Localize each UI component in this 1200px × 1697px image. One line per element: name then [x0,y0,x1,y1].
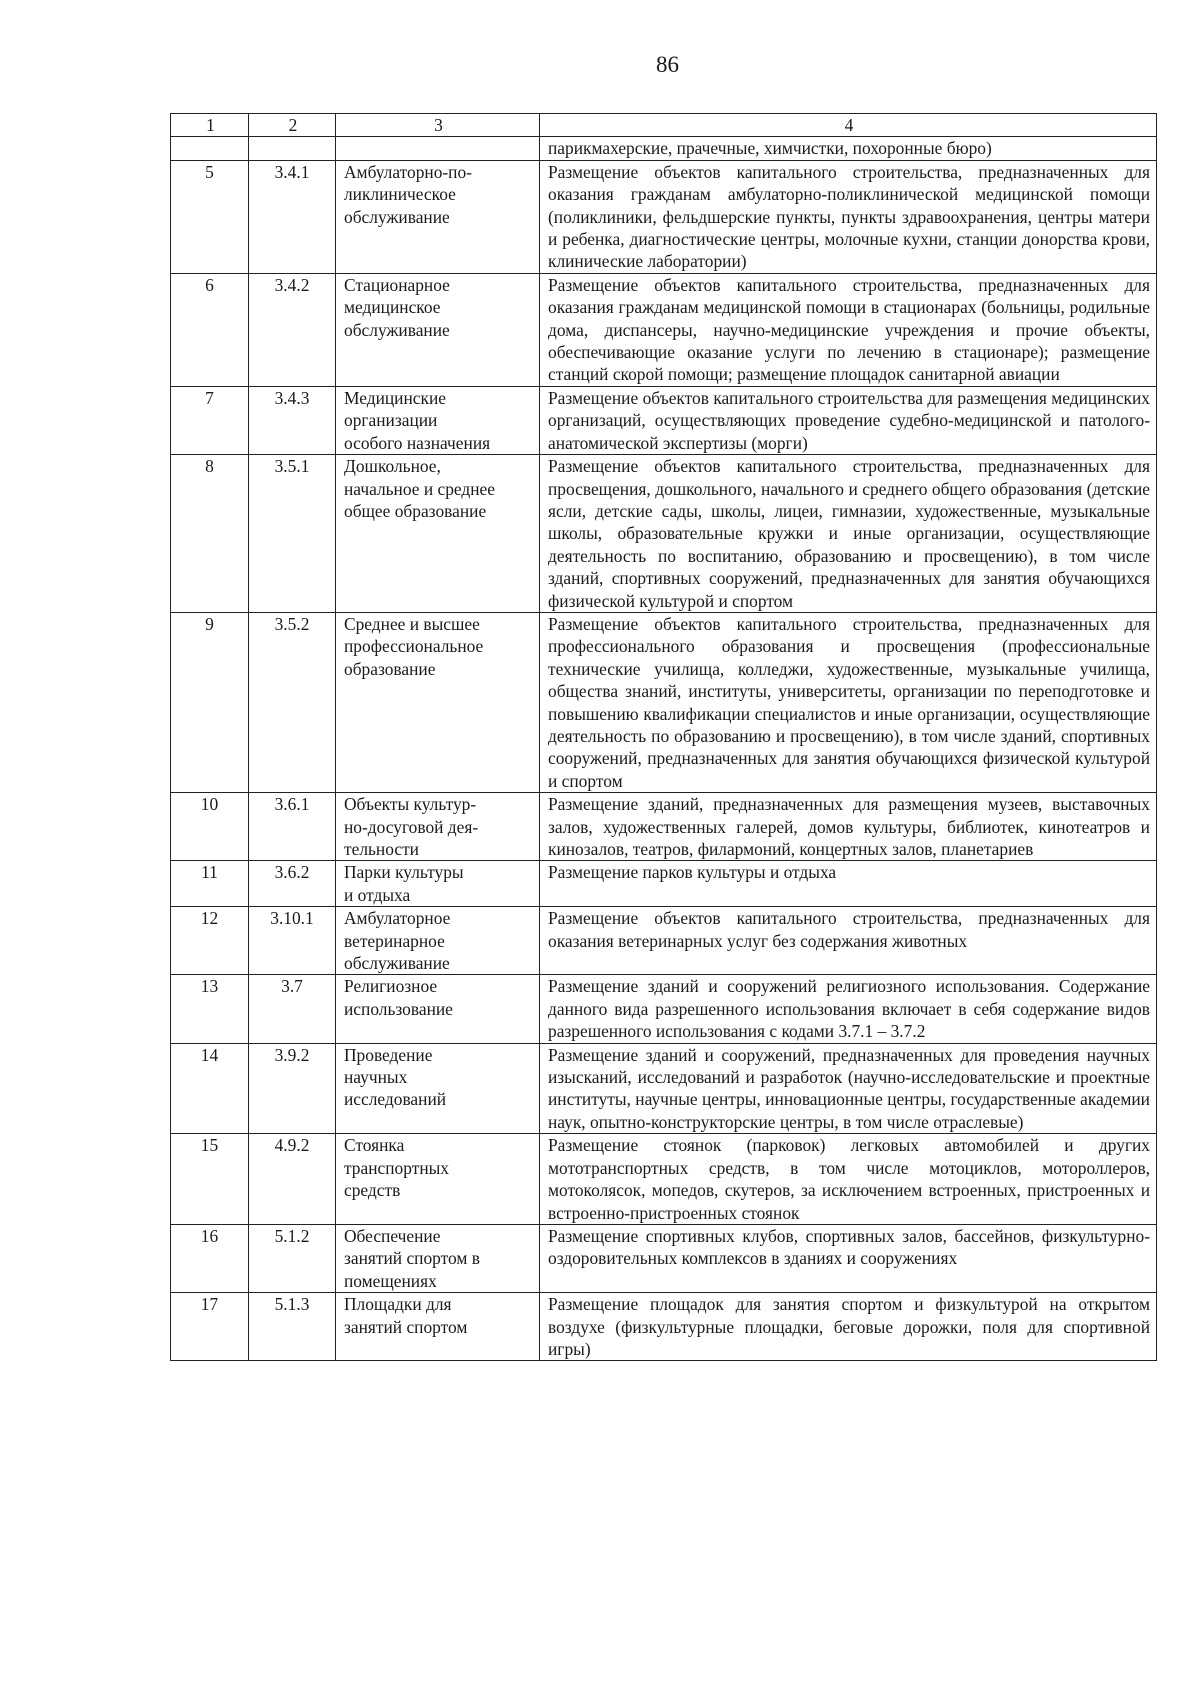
row-description: Размещение объектов капитального строительства, предназначенных для просвещения, дошкольного, начального и среднего общего образования (детские ясли, детские сады, школы, лицеи, гимназии, художественные, музыкальные школы, образовательные кружки и иные организации, осуществляющие деятельность по воспитанию, образованию и просвещению), в том числе зданий, спортивных сооружений, предназначенных для занятия обучающихся физической культурой и спортом [540,455,1157,613]
row-description: Размещение зданий, предназначенных для размещения музеев, выставочных залов, художественных галерей, домов культуры, библиотек, кинотеатров и кинозалов, театров, филармоний, концертных залов, планетариев [540,793,1157,861]
continuation-text: парикмахерские, прачечные, химчистки, похоронные бюро) [540,137,1157,160]
table-row [171,793,1157,861]
table-row [171,455,1157,613]
row-number: 16 [171,1224,249,1292]
header-cell: 3 [336,114,540,137]
table-header-row [171,114,1157,137]
row-code: 5.1.3 [249,1293,336,1361]
row-number: 7 [171,386,249,454]
row-number: 13 [171,975,249,1043]
row-number: 10 [171,793,249,861]
row-number: 15 [171,1134,249,1225]
row-number: 11 [171,861,249,907]
row-code: 3.10.1 [249,907,336,975]
row-code: 3.4.2 [249,273,336,386]
table-row [171,1134,1157,1225]
table-row [171,273,1157,386]
row-name: Обеспечение занятий спортом в помещениях [336,1224,540,1292]
row-code: 5.1.2 [249,1224,336,1292]
row-name: Парки культуры и отдыха [336,861,540,907]
row-number: 17 [171,1293,249,1361]
row-name: Амбулаторное ветеринарное обслуживание [336,907,540,975]
row-number: 12 [171,907,249,975]
row-code: 4.9.2 [249,1134,336,1225]
row-number: 14 [171,1043,249,1134]
row-number: 5 [171,160,249,273]
row-description: Размещение объектов капитального строительства для размещения медицинских организаций, осуществляющих проведение судебно-медицинской и патолого-анатомической экспертизы (морги) [540,386,1157,454]
row-description: Размещение объектов капитального строительства, предназначенных для оказания гражданам медицинской помощи в стационарах (больницы, родильные дома, диспансеры, научно-медицинские учреждения и прочие объекты, обеспечивающие оказание услуги по лечению в стационаре); размещение станций скорой помощи; размещение площадок санитарной авиации [540,273,1157,386]
table-row [171,386,1157,454]
row-name: Площадки для занятий спортом [336,1293,540,1361]
row-code: 3.9.2 [249,1043,336,1134]
row-description: Размещение объектов капитального строительства, предназначенных для оказания гражданам амбулаторно-поликлинической медицинской помощи (поликлиники, фельдшерские пункты, пункты здравоохранения, центры матери и ребенка, диагностические центры, молочные кухни, станции донорства крови, клинические лаборатории) [540,160,1157,273]
row-name: Стоянка транспортных средств [336,1134,540,1225]
row-number: 9 [171,612,249,792]
header-cell: 1 [171,114,249,137]
row-code: 3.4.1 [249,160,336,273]
row-name: Проведение научных исследований [336,1043,540,1134]
row-description: Размещение объектов капитального строительства, предназначенных для оказания ветеринарных услуг без содержания животных [540,907,1157,975]
table-row [171,160,1157,273]
row-description: Размещение объектов капитального строительства, предназначенных для профессионального образования и просвещения (профессиональные технические училища, колледжи, художественные, музыкальные училища, общества знаний, институты, университеты, организации по переподготовке и повышению квалификации специалистов и иные организации, осуществляющие деятельность по образованию и просвещению), в том числе зданий, спортивных сооружений, предназначенных для занятия обучающихся физической культурой и спортом [540,612,1157,792]
row-code: 3.6.2 [249,861,336,907]
row-number: 6 [171,273,249,386]
row-name: Медицинские организации особого назначения [336,386,540,454]
row-description: Размещение спортивных клубов, спортивных залов, бассейнов, физкультурно-оздоровительных комплексов в зданиях и сооружениях [540,1224,1157,1292]
row-name: Дошкольное, начальное и среднее общее образование [336,455,540,613]
row-description: Размещение стоянок (парковок) легковых автомобилей и других мототранспортных средств, в том числе мотоциклов, мотороллеров, мотоколясок, мопедов, скутеров, за исключением встроенных, пристроенных и встроенно-пристроенных стоянок [540,1134,1157,1225]
row-description: Размещение зданий и сооружений религиозного использования. Содержание данного вида разрешенного использования включает в себя содержание видов разрешенного использования с кодами 3.7.1 – 3.7.2 [540,975,1157,1043]
row-code: 3.7 [249,975,336,1043]
land-use-table [170,113,1157,1361]
row-code: 3.4.3 [249,386,336,454]
row-name: Стационарное медицинское обслуживание [336,273,540,386]
continuation-row [171,137,1157,160]
row-name: Среднее и высшее профессиональное образование [336,612,540,792]
row-code: 3.5.1 [249,455,336,613]
row-code: 3.6.1 [249,793,336,861]
table-row [171,1043,1157,1134]
row-name: Религиозное использование [336,975,540,1043]
row-name: Объекты культур- но-досуговой дея- тельности [336,793,540,861]
header-cell: 2 [249,114,336,137]
table-row [171,907,1157,975]
row-description: Размещение площадок для занятия спортом и физкультурой на открытом воздухе (физкультурные площадки, беговые дорожки, поля для спортивной игры) [540,1293,1157,1361]
table-row [171,1224,1157,1292]
table-row [171,861,1157,907]
row-description: Размещение парков культуры и отдыха [540,861,1157,907]
page-number: 86 [656,52,679,77]
table-row [171,612,1157,792]
table-row [171,1293,1157,1361]
row-code: 3.5.2 [249,612,336,792]
header-cell: 4 [540,114,1157,137]
row-description: Размещение зданий и сооружений, предназначенных для проведения научных изысканий, исследований и разработок (научно-исследовательские и проектные институты, научные центры, инновационные центры, государственные академии наук, опытно-конструкторские центры, в том числе отраслевые) [540,1043,1157,1134]
table-row [171,975,1157,1043]
row-number: 8 [171,455,249,613]
row-name: Амбулаторно-по- ликлиническое обслуживание [336,160,540,273]
